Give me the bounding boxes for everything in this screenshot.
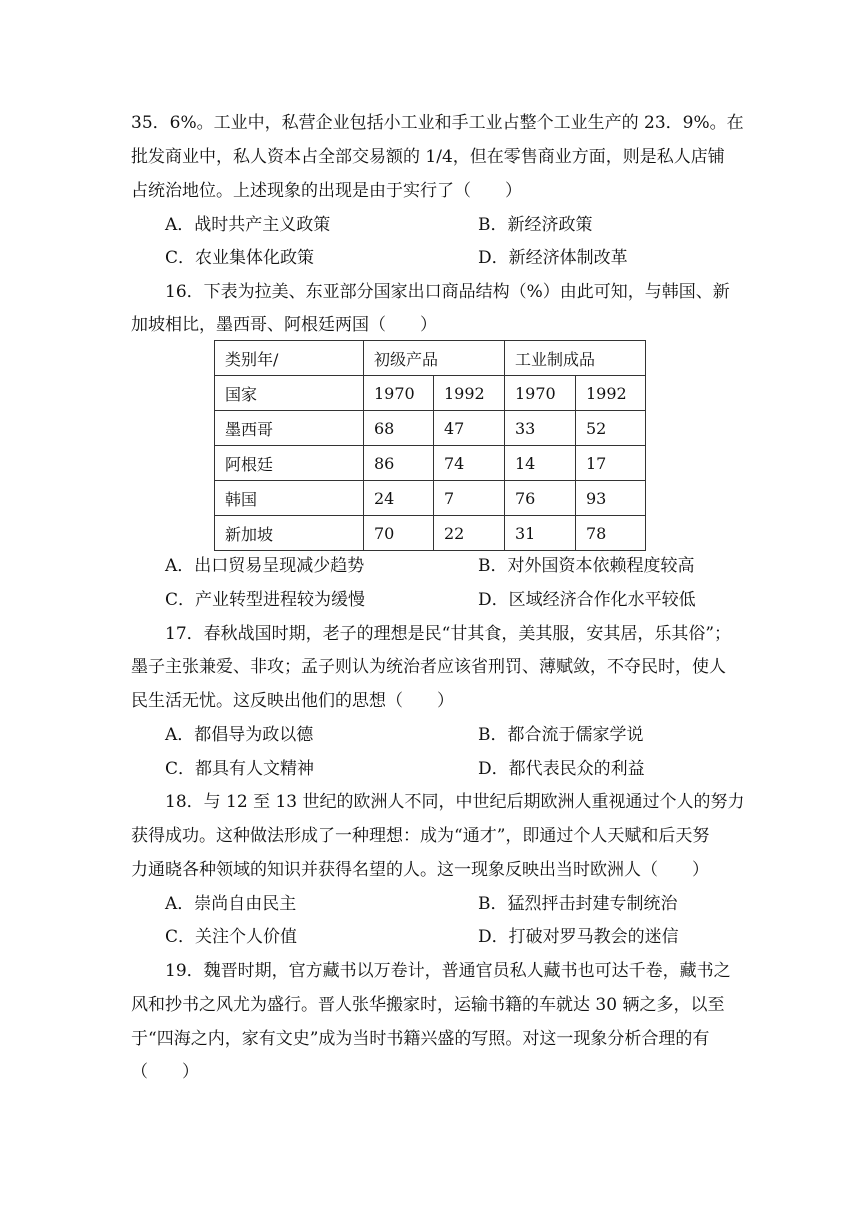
q16-option-b: B．对外国资本依赖程度较高 [478,556,695,576]
q19-text-line-1: 19．魏晋时期，官方藏书以万卷计，普通官员私人藏书也可达千卷，藏书之 [165,961,731,981]
q16-text-line-2: 加坡相比，墨西哥、阿根廷两国（ ） [131,315,437,335]
q19-text-line-2: 风和抄书之风尤为盛行。晋人张华搬家时，运输书籍的车就达 30 辆之多，以至 [131,995,725,1015]
q17-text-line-2: 墨子主张兼爱、非攻；孟子则认为统治者应该省刑罚、薄赋敛，不夺民时，使人 [131,657,726,677]
q17-text-line-3: 民生活无忧。这反映出他们的思想（ ） [131,691,454,711]
table-year-cell: 1970 [364,376,434,411]
q19-text-line-4: （ ） [131,1062,199,1082]
q16-option-a: A．出口贸易呈现减少趋势 [165,556,365,576]
table-country-cell: 墨西哥 [215,411,364,446]
table-value-cell: 31 [505,516,576,551]
table-country-cell: 阿根廷 [215,446,364,481]
table-value-cell: 47 [434,411,505,446]
table-value-cell: 33 [505,411,576,446]
table-corner-header-1: 类别年/ [215,341,364,376]
table-value-cell: 93 [576,481,646,516]
table-value-cell: 70 [364,516,434,551]
q17-option-d: D．都代表民众的利益 [478,759,645,779]
table-header-row [215,341,646,376]
q15-text-line-1: 35．6%。工业中，私营企业包括小工业和手工业占整个工业生产的 23．9%。在 [131,113,744,133]
table-value-cell: 68 [364,411,434,446]
q15-option-d: D．新经济体制改革 [478,248,628,268]
table-year-cell: 1970 [505,376,576,411]
q15-text-line-3: 占统治地位。上述现象的出现是由于实行了（ ） [131,181,522,201]
q18-option-d: D．打破对罗马教会的迷信 [478,927,679,947]
q19-text-line-3: 于“四海之内，家有文史”成为当时书籍兴盛的写照。对这一现象分析合理的有 [131,1029,710,1049]
export-structure-table [214,340,646,551]
table-group-header-primary: 初级产品 [364,341,505,376]
q18-option-c: C．关注个人价值 [165,927,298,947]
table-country-cell: 新加坡 [215,516,364,551]
q18-text-line-3: 力通晓各种领域的知识并获得名望的人。这一现象反映出当时欧洲人（ ） [131,860,709,880]
table-value-cell: 52 [576,411,646,446]
table-value-cell: 74 [434,446,505,481]
q18-text-line-2: 获得成功。这种做法形成了一种理想：成为“通才”，即通过个人天赋和后天努 [131,826,710,846]
q15-option-a: A．战时共产主义政策 [165,215,331,235]
q16-option-d: D．区域经济合作化水平较低 [478,590,696,610]
q18-option-b: B．猛烈抨击封建专制统治 [478,894,678,914]
table-value-cell: 14 [505,446,576,481]
table-year-row [215,376,646,411]
table-value-cell: 17 [576,446,646,481]
q17-option-b: B．都合流于儒家学说 [478,725,644,745]
q17-option-c: C．都具有人文精神 [165,759,315,779]
table-row [215,516,646,551]
table-value-cell: 76 [505,481,576,516]
table-year-cell: 1992 [576,376,646,411]
table-value-cell: 78 [576,516,646,551]
table-corner-header-2: 国家 [215,376,364,411]
q16-option-c: C．产业转型进程较为缓慢 [165,590,366,610]
table-value-cell: 22 [434,516,505,551]
table-row [215,481,646,516]
table-value-cell: 86 [364,446,434,481]
table-row [215,446,646,481]
q18-text-line-1: 18．与 12 至 13 世纪的欧洲人不同，中世纪后期欧洲人重视通过个人的努力 [165,792,745,812]
table-country-cell: 韩国 [215,481,364,516]
q16-text-line-1: 16．下表为拉美、东亚部分国家出口商品结构（%）由此可知，与韩国、新 [165,282,730,302]
q17-text-line-1: 17．春秋战国时期，老子的理想是民“甘其食，美其服，安其居，乐其俗”； [165,624,732,644]
q15-option-b: B．新经济政策 [478,215,593,235]
q18-option-a: A．崇尚自由民主 [165,894,297,914]
q17-option-a: A．都倡导为政以德 [165,725,314,745]
table-row [215,411,646,446]
q15-option-c: C．农业集体化政策 [165,248,315,268]
table-group-header-manufactured: 工业制成品 [505,341,646,376]
table-value-cell: 7 [434,481,505,516]
table-year-cell: 1992 [434,376,505,411]
q15-text-line-2: 批发商业中，私人资本占全部交易额的 1/4，但在零售商业方面，则是私人店铺 [131,147,725,167]
table-value-cell: 24 [364,481,434,516]
